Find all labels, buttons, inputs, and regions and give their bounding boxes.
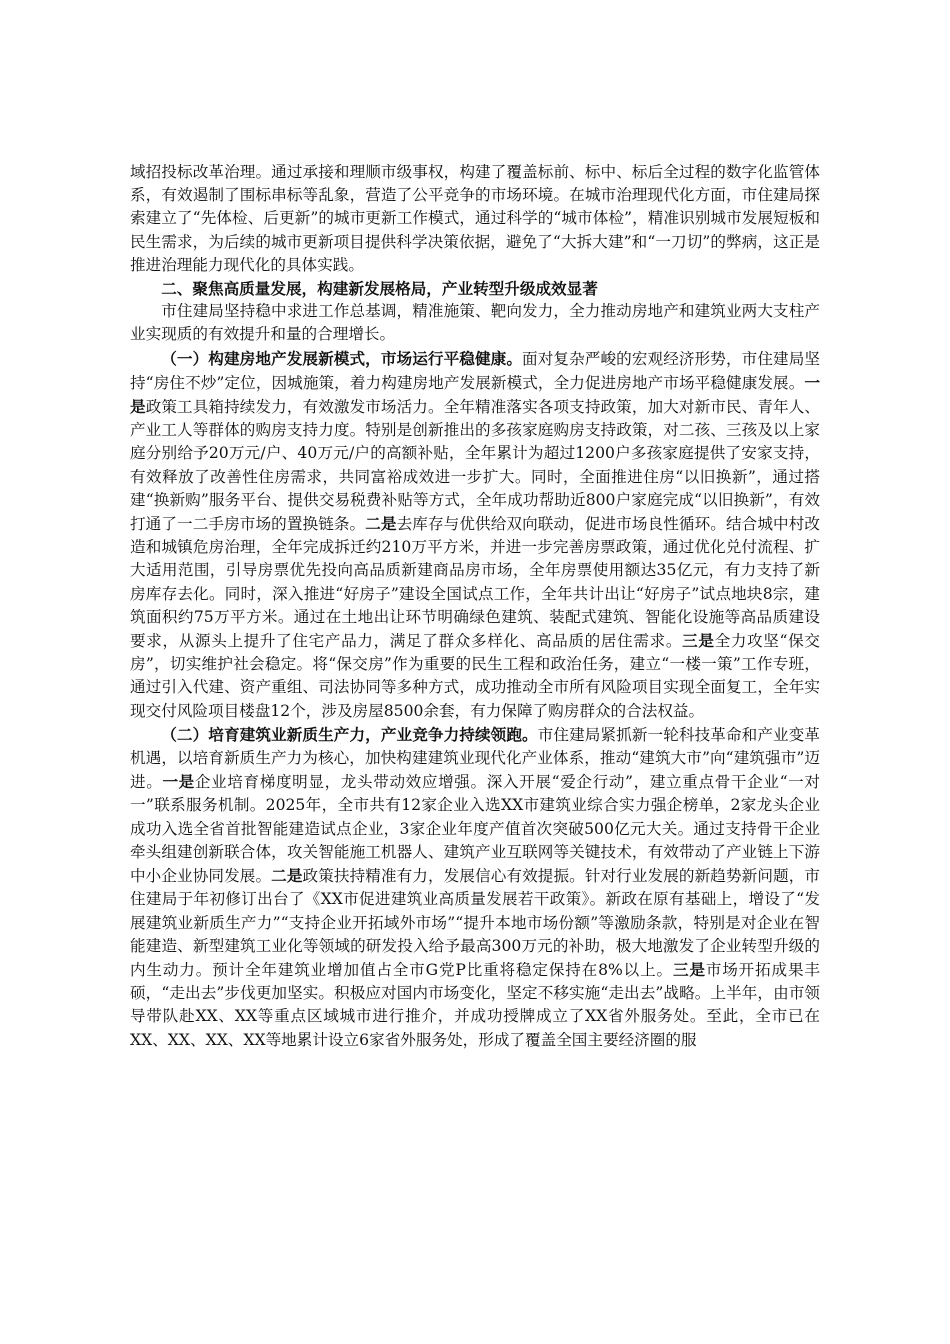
document-body xyxy=(130,161,820,1052)
section-heading-2: 二、聚焦高质量发展，构建新发展格局，产业转型升级成效显著 xyxy=(161,279,598,299)
construction-intro: 市住建局紧抓新一轮科技革命和产业变革机遇，以培育新质生产力为核心，加快构建建筑业现代化产业体系，推动“建筑大市”向“建筑强市”迈进。 xyxy=(130,725,820,792)
construction-point-2: 政策扶持精准有力，发展信心有效提振。针对行业发展的新趋势新问题，市住建局于年初修订出台了《XX市促进建筑业高质量发展若干政策》。新政在原有基础上，增设了“发展建筑业新质生产力”“支持企业开拓域外市场”“提升本地市场份额”等激励条款，特别是对企业在智能建造、新型建筑工业化等领域的研发投入给予最高300万元的补助，极大地激发了企业转型升级的内生动力。预计全年建筑业增加值占全市G党P比重将稳定保持在8%以上。 xyxy=(130,867,820,979)
real-estate-intro: 面对复杂严峻的宏观经济形势，市住建局坚持“房住不炒”定位，因城施策，着力构建房地产发展新模式，全力促进房地产市场平稳健康发展。 xyxy=(130,349,820,392)
marker-first: 一是 xyxy=(162,772,195,792)
marker-first: 一是 xyxy=(130,372,820,417)
real-estate-point-3: 全力攻坚“保交房”，切实维护社会稳定。将“保交房”作为重要的民生工程和政治任务，建立“一楼一策”工作专班，通过引入代建、资产重组、司法协同等多种方式，成功推动全市所有风险项目实现全面复工，全年实现交付风险项目楼盘12个，涉及房屋8500余套，有力保障了购房群众的合法权益。 xyxy=(130,632,820,720)
marker-third: 三是 xyxy=(682,631,715,651)
paragraph-real-estate xyxy=(130,347,820,723)
paragraph-construction xyxy=(130,723,820,1052)
paragraph-industry-intro: 市住建局坚持稳中求进工作总基调，精准施策、靶向发力，全力推动房地产和建筑业两大支柱产业实现质的有效提升和量的合理增长。 xyxy=(130,302,820,344)
subheading-construction: （二）培育建筑业新质生产力，产业竞争力持续领跑。 xyxy=(161,724,538,744)
real-estate-point-2: 去库存与优供给双向联动，促进市场良性循环。结合城中村改造和城镇危房治理，全年完成拆迁约210万平方米，并进一步完善房票政策，通过优化兑付流程、扩大适用范围，引导房票优先投向高品质新建商品房市场，全年房票使用额达35亿元，有力支持了新房库存去化。同时，深入推进“好房子”建设全国试点工作，全年共计出让“好房子”试点地块8宗，建筑面积约75万平方米。通过在土地出让环节明确绿色建筑、装配式建筑、智能化设施等高品质建设要求，从源头上提升了住宅产品力，满足了群众多样化、高品质的居住需求。 xyxy=(130,515,820,651)
marker-second: 二是 xyxy=(365,514,397,534)
marker-second: 二是 xyxy=(271,866,303,886)
construction-point-1: 企业培育梯度明显，龙头带动效应增强。深入开展“爱企行动”，建立重点骨干企业“一对一”联系服务机制。2025年，全市共有12家企业入选XX市建筑业综合实力强企榜单，2家龙头企业成功入选全省首批智能建造试点企业，3家企业年度产值首次突破500亿元大关。通过支持骨干企业牵头组建创新联合体，攻关智能施工机器人、建筑产业互联网等关键技术，有效带动了产业链上下游中小企业协同发展。 xyxy=(130,773,820,886)
construction-point-3: 市场开拓成果丰硕，“走出去”步伐更加坚实。积极应对国内市场变化，坚定不移实施“走出去”战略。上半年，由市领导带队赴XX、XX等重点区域城市进行推介，并成功授牌成立了XX省外服务处。至此，全市已在XX、XX、XX、XX等地累计设立6家省外服务处，形成了覆盖全国主要经济圈的服 xyxy=(130,960,820,1049)
marker-third: 三是 xyxy=(672,959,706,979)
paragraph-governance: 域招投标改革治理。通过承接和理顺市级事权，构建了覆盖标前、标中、标后全过程的数字化监管体系，有效遏制了围标串标等乱象，营造了公平竞争的市场环境。在城市治理现代化方面，市住建局探索建立了“先体检、后更新”的城市更新工作模式，通过科学的“城市体检”，精准识别城市发展短板和民生需求，为后续的城市更新项目提供科学决策依据，避免了“大拆大建”和“一刀切”的弊病，这正是推进治理能力现代化的具体实践。 xyxy=(130,163,820,274)
subheading-real-estate: （一）构建房地产发展新模式，市场运行平稳健康。 xyxy=(161,348,523,368)
real-estate-point-1: 政策工具箱持续发力，有效激发市场活力。全年精准落实各项支持政策，加大对新市民、青年人、产业工人等群体的购房支持力度。特别是创新推出的多孩家庭购房支持政策，对二孩、三孩及以上家庭分别给予20万元/户、40万元/户的高额补贴，全年累计为超过1200户多孩家庭提供了安家支持，有效释放了改善性住房需求，共同富裕成效进一步扩大。同时，全面推进住房“以旧换新”，通过搭建“换新购”服务平台、提供交易税费补贴等方式，全年成功帮助近800户家庭完成“以旧换新”，有效打通了一二手房市场的置换链条。 xyxy=(130,398,820,534)
